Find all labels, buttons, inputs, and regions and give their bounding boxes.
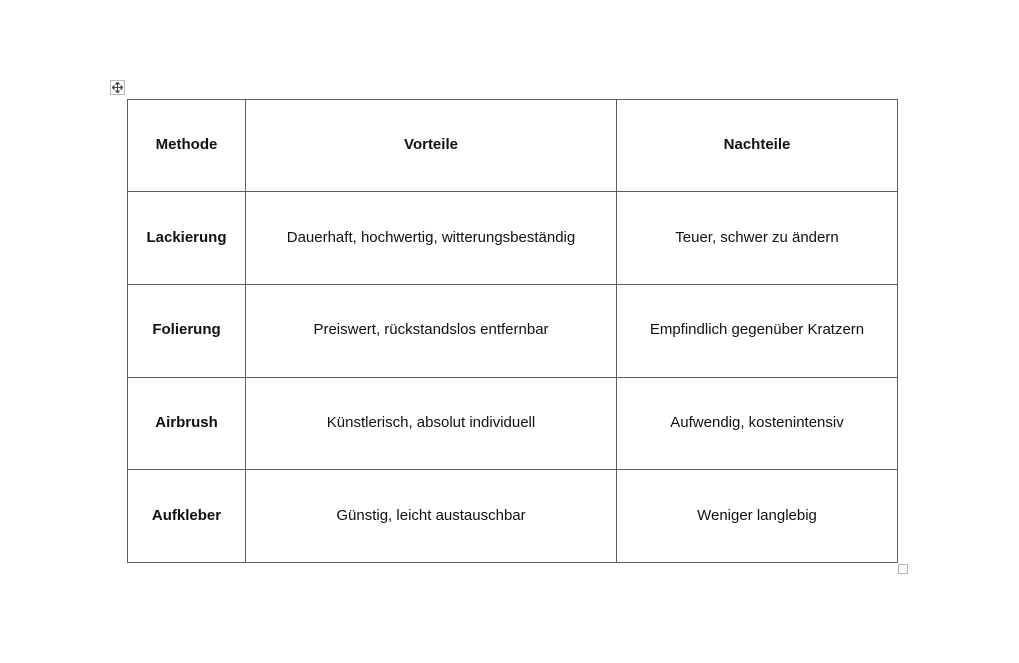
table-row [128, 377, 898, 470]
method-cell[interactable]: Folierung [128, 284, 246, 377]
table-move-handle[interactable] [110, 80, 125, 95]
table-row [128, 192, 898, 285]
table-resize-handle[interactable] [898, 564, 908, 574]
table-row [128, 470, 898, 563]
vorteile-cell[interactable]: Künstlerisch, absolut individuell [246, 377, 617, 470]
header-row [128, 100, 898, 192]
nachteile-cell[interactable]: Weniger langlebig [617, 470, 898, 563]
comparison-table [127, 99, 898, 563]
header-cell-methode[interactable]: Methode [128, 100, 246, 192]
method-cell[interactable]: Lackierung [128, 192, 246, 285]
method-cell[interactable]: Airbrush [128, 377, 246, 470]
header-cell-nachteile[interactable]: Nachteile [617, 100, 898, 192]
nachteile-cell[interactable]: Aufwendig, kostenintensiv [617, 377, 898, 470]
table-row [128, 284, 898, 377]
nachteile-cell[interactable]: Teuer, schwer zu ändern [617, 192, 898, 285]
nachteile-cell[interactable]: Empfindlich gegenüber Kratzern [617, 284, 898, 377]
vorteile-cell[interactable]: Günstig, leicht austauschbar [246, 470, 617, 563]
method-cell[interactable]: Aufkleber [128, 470, 246, 563]
move-cross-icon [112, 82, 123, 93]
header-cell-vorteile[interactable]: Vorteile [246, 100, 617, 192]
vorteile-cell[interactable]: Dauerhaft, hochwertig, witterungsbeständig [246, 192, 617, 285]
vorteile-cell[interactable]: Preiswert, rückstandslos entfernbar [246, 284, 617, 377]
